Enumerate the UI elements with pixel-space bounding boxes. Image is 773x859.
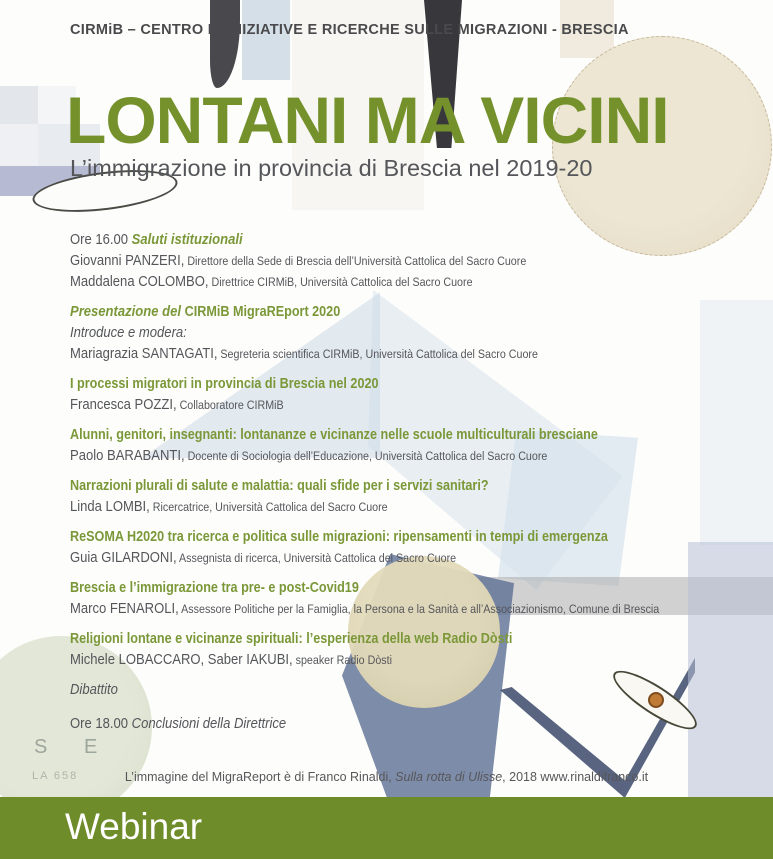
session-time: Ore 18.00 xyxy=(70,715,132,732)
poster-subtitle: L’immigrazione in provincia di Brescia nel 2019-20 xyxy=(70,155,593,181)
credit-prefix: L’immagine del MigraReport è di Franco Rinaldi, xyxy=(124,770,396,784)
session-title: CIRMiB MigraREport 2020 xyxy=(184,304,341,320)
session-time: Ore 16.00 xyxy=(70,231,132,248)
program-speaker-line xyxy=(70,598,773,619)
program-session-line xyxy=(70,424,773,445)
program-note-line xyxy=(70,322,773,343)
moderator-note: Introduce e modera: xyxy=(70,324,187,341)
speaker-role: Assessore Politiche per la Famiglia, la Persona e la Sanità e all’Associazionismo, Comune di Brescia xyxy=(178,602,660,616)
program-speaker-line xyxy=(70,547,773,568)
program-session-line xyxy=(70,301,773,322)
program-block-opening xyxy=(70,229,773,292)
speaker-role: Direttore della Sede di Brescia dell’Università Cattolica del Sacro Cuore xyxy=(184,254,527,268)
program-speaker-line xyxy=(70,445,773,466)
speaker-name: Mariagrazia SANTAGATI, xyxy=(70,345,218,362)
program-schedule xyxy=(70,229,773,743)
session-title: I processi migratori in provincia di Brescia nel 2020 xyxy=(70,376,379,392)
program-speaker-line xyxy=(70,271,773,292)
speaker-name: Michele LOBACCARO, Saber IAKUBI, xyxy=(70,651,293,668)
credit-suffix: , 2018 www.rinaldifranco.it xyxy=(502,770,649,784)
webinar-footer-bar xyxy=(0,797,773,859)
session-title: ReSOMA H2020 tra ricerca e politica sulle migrazioni: ripensamenti in tempi di emergenza xyxy=(70,529,608,545)
debate-label: Dibattito xyxy=(70,681,118,698)
session-title: Brescia e l’immigrazione tra pre- e post-Covid19 xyxy=(70,580,359,596)
program-speaker-line xyxy=(70,250,773,271)
speaker-name: Linda LOMBI, xyxy=(70,498,150,515)
speaker-name: Paolo BARABANTI, xyxy=(70,447,185,464)
speaker-role: Collaboratore CIRMiB xyxy=(176,398,284,412)
program-session-line xyxy=(70,229,773,250)
closing-title: Conclusioni della Direttrice xyxy=(131,715,287,732)
speaker-name: Guia GILARDONI, xyxy=(70,549,177,566)
image-credit-line xyxy=(0,770,773,784)
speaker-name: Marco FENAROLI, xyxy=(70,600,179,617)
speaker-role: Assegnista di ricerca, Università Cattolica del Sacro Cuore xyxy=(176,551,457,565)
speaker-name: Giovanni PANZERI, xyxy=(70,252,185,269)
program-session-line xyxy=(70,713,773,734)
speaker-name: Francesca POZZI, xyxy=(70,396,177,413)
program-note-line xyxy=(70,679,773,700)
artwork-map-letter: E xyxy=(84,736,98,758)
program-block-presentation xyxy=(70,301,773,364)
program-session-line xyxy=(70,526,773,547)
speaker-role: Direttrice CIRMiB, Università Cattolica del Sacro Cuore xyxy=(208,275,473,289)
program-block-talk xyxy=(70,424,773,466)
program-block-debate xyxy=(70,679,773,700)
speaker-role: speaker Radio Dòsti xyxy=(292,653,392,667)
program-speaker-line xyxy=(70,394,773,415)
speaker-role: Docente di Sociologia dell’Educazione, Università Cattolica del Sacro Cuore xyxy=(184,449,548,463)
program-speaker-line xyxy=(70,649,773,670)
program-block-talk xyxy=(70,475,773,517)
program-block-talk xyxy=(70,577,773,619)
program-block-talk xyxy=(70,373,773,415)
program-speaker-line xyxy=(70,496,773,517)
session-title: Religioni lontane e vicinanze spirituali: l’esperienza della web Radio Dòsti xyxy=(70,631,513,647)
program-session-line xyxy=(70,577,773,598)
program-block-closing xyxy=(70,713,773,734)
session-title: Alunni, genitori, insegnanti: lontananze e vicinanze nelle scuole multiculturali bresciane xyxy=(70,427,598,443)
artwork-map-code: LA 658 xyxy=(32,770,79,782)
credit-artwork-title: Sulla rotta di Ulisse xyxy=(395,770,503,784)
poster-title: LONTANI MA VICINI xyxy=(66,83,669,157)
webinar-label: Webinar xyxy=(65,806,203,847)
program-session-line xyxy=(70,373,773,394)
organization-header: CIRMiB – CENTRO DI INIZIATIVE E RICERCHE SULLE MIGRAZIONI - BRESCIA xyxy=(70,22,629,38)
program-session-line xyxy=(70,628,773,649)
program-speaker-line xyxy=(70,343,773,364)
speaker-name: Maddalena COLOMBO, xyxy=(70,273,209,290)
artwork-map-letter: S xyxy=(34,736,48,758)
session-title-italic: Presentazione del xyxy=(70,303,185,320)
session-title: Saluti istituzionali xyxy=(131,231,243,248)
program-block-talk xyxy=(70,628,773,670)
speaker-role: Ricercatrice, Università Cattolica del Sacro Cuore xyxy=(149,500,388,514)
speaker-role: Segreteria scientifica CIRMiB, Università Cattolica del Sacro Cuore xyxy=(217,347,538,361)
session-title: Narrazioni plurali di salute e malattia: quali sfide per i servizi sanitari? xyxy=(70,478,489,494)
program-session-line xyxy=(70,475,773,496)
program-block-talk xyxy=(70,526,773,568)
